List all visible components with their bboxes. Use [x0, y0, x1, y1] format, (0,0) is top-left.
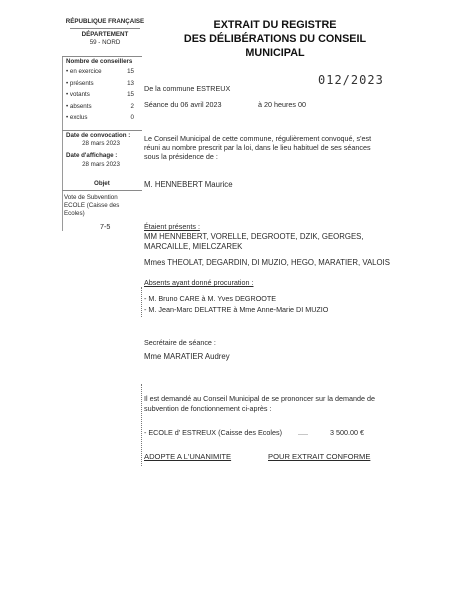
present-label: Étaient présents : [144, 222, 200, 231]
objet-rule [62, 190, 142, 191]
body-line1: Il est demandé au Conseil Municipal de se prononcer sur la demande de [144, 394, 375, 403]
stat-label: • votants [66, 91, 90, 98]
department-label: DÉPARTEMENT [81, 31, 129, 38]
document-title-line3: MUNICIPAL [245, 47, 305, 59]
convocation-rule [62, 130, 142, 131]
department-value: 59 - NORD [89, 39, 121, 46]
councillor-stats [66, 68, 134, 122]
document-title-line2: DES DÉLIBÉRATIONS DU CONSEIL [183, 33, 367, 45]
stat-row-presents [66, 80, 134, 88]
convocation-date: 28 mars 2023 [82, 140, 120, 147]
objet-text-line3: Ecoles) [64, 210, 85, 217]
republic-divider [70, 28, 140, 29]
affichage-label: Date d'affichage : [66, 152, 118, 159]
stat-row-votants [66, 91, 134, 99]
stat-label: • en exercice [66, 68, 102, 75]
objet-text-line1: Vote de Subvention [64, 194, 118, 201]
president-name: M. HENNEBERT Maurice [144, 180, 233, 189]
proxy-line1: - M. Bruno CARE à M. Yves DEGROOTE [144, 294, 277, 303]
affichage-date: 28 mars 2023 [82, 161, 120, 168]
register-number: 012/2023 [318, 73, 384, 87]
intro-line2: réuni au nombre prescrit par la loi, dans le lieu habituel de ses séances [144, 143, 371, 152]
present-men-line1: MM HENNEBERT, VORELLE, DEGROOTE, DZIK, GEORGES, [144, 232, 364, 241]
councillors-top-rule [62, 56, 142, 57]
left-column-border [62, 56, 63, 231]
stat-value: 13 [127, 79, 134, 87]
document-title-line1: EXTRAIT DU REGISTRE [213, 19, 337, 31]
body-margin-line [141, 384, 142, 466]
stat-label: • absents [66, 102, 92, 110]
subsidy-item: - ECOLE d' ESTREUX (Caisse des Ecoles) [144, 428, 282, 437]
intro-line3: sous la présidence de : [144, 152, 218, 161]
proxy-margin-line [141, 287, 142, 317]
certified-label: POUR EXTRAIT CONFORME [268, 452, 371, 461]
objet-text-line2: ECOLE (Caisse des [64, 202, 120, 209]
intro-line1: Le Conseil Municipal de cette commune, régulièrement convoqué, s'est [144, 134, 372, 143]
seance-date: Séance du 06 avril 2023 [144, 100, 222, 109]
seance-time: à 20 heures 00 [258, 100, 306, 109]
stat-value: 0 [130, 114, 134, 121]
stat-row-exclus [66, 114, 134, 122]
present-women: Mmes THEOLAT, DEGARDIN, DI MUZIO, HEGO, MARATIER, VALOIS [144, 258, 390, 267]
stat-label: • présents [66, 79, 94, 87]
subsidy-amount: 3 500.00 € [330, 428, 364, 437]
adopted-label: ADOPTE A L'UNANIMITE [144, 452, 232, 461]
convocation-label: Date de convocation : [66, 132, 131, 139]
subsidy-dots: ..... [298, 428, 308, 437]
proxy-line2: - M. Jean-Marc DELATTRE à Mme Anne-Marie DI MUZIO [144, 305, 329, 314]
stat-value: 15 [127, 68, 134, 75]
stat-value: 15 [127, 91, 134, 98]
secretary-name: Mme MARATIER Audrey [144, 352, 230, 361]
objet-label: Objet [94, 180, 110, 187]
commune-line: De la commune ESTREUX [144, 84, 231, 93]
present-men-line2: MARCAILLE, MIELCZAREK [144, 242, 243, 251]
body-line2: subvention de fonctionnement ci-après : [144, 404, 272, 413]
stat-value: 2 [130, 102, 134, 110]
councillors-heading: Nombre de conseillers [66, 58, 133, 65]
stat-row-absents [66, 103, 134, 111]
objet-code: 7-5 [100, 222, 111, 231]
proxy-label: Absents ayant donné procuration : [144, 278, 254, 287]
stat-row-en-exercice [66, 68, 134, 76]
secretary-label: Secrétaire de séance : [144, 338, 216, 347]
republic-label: RÉPUBLIQUE FRANÇAISE [65, 18, 145, 25]
stat-label: • exclus [66, 114, 88, 121]
